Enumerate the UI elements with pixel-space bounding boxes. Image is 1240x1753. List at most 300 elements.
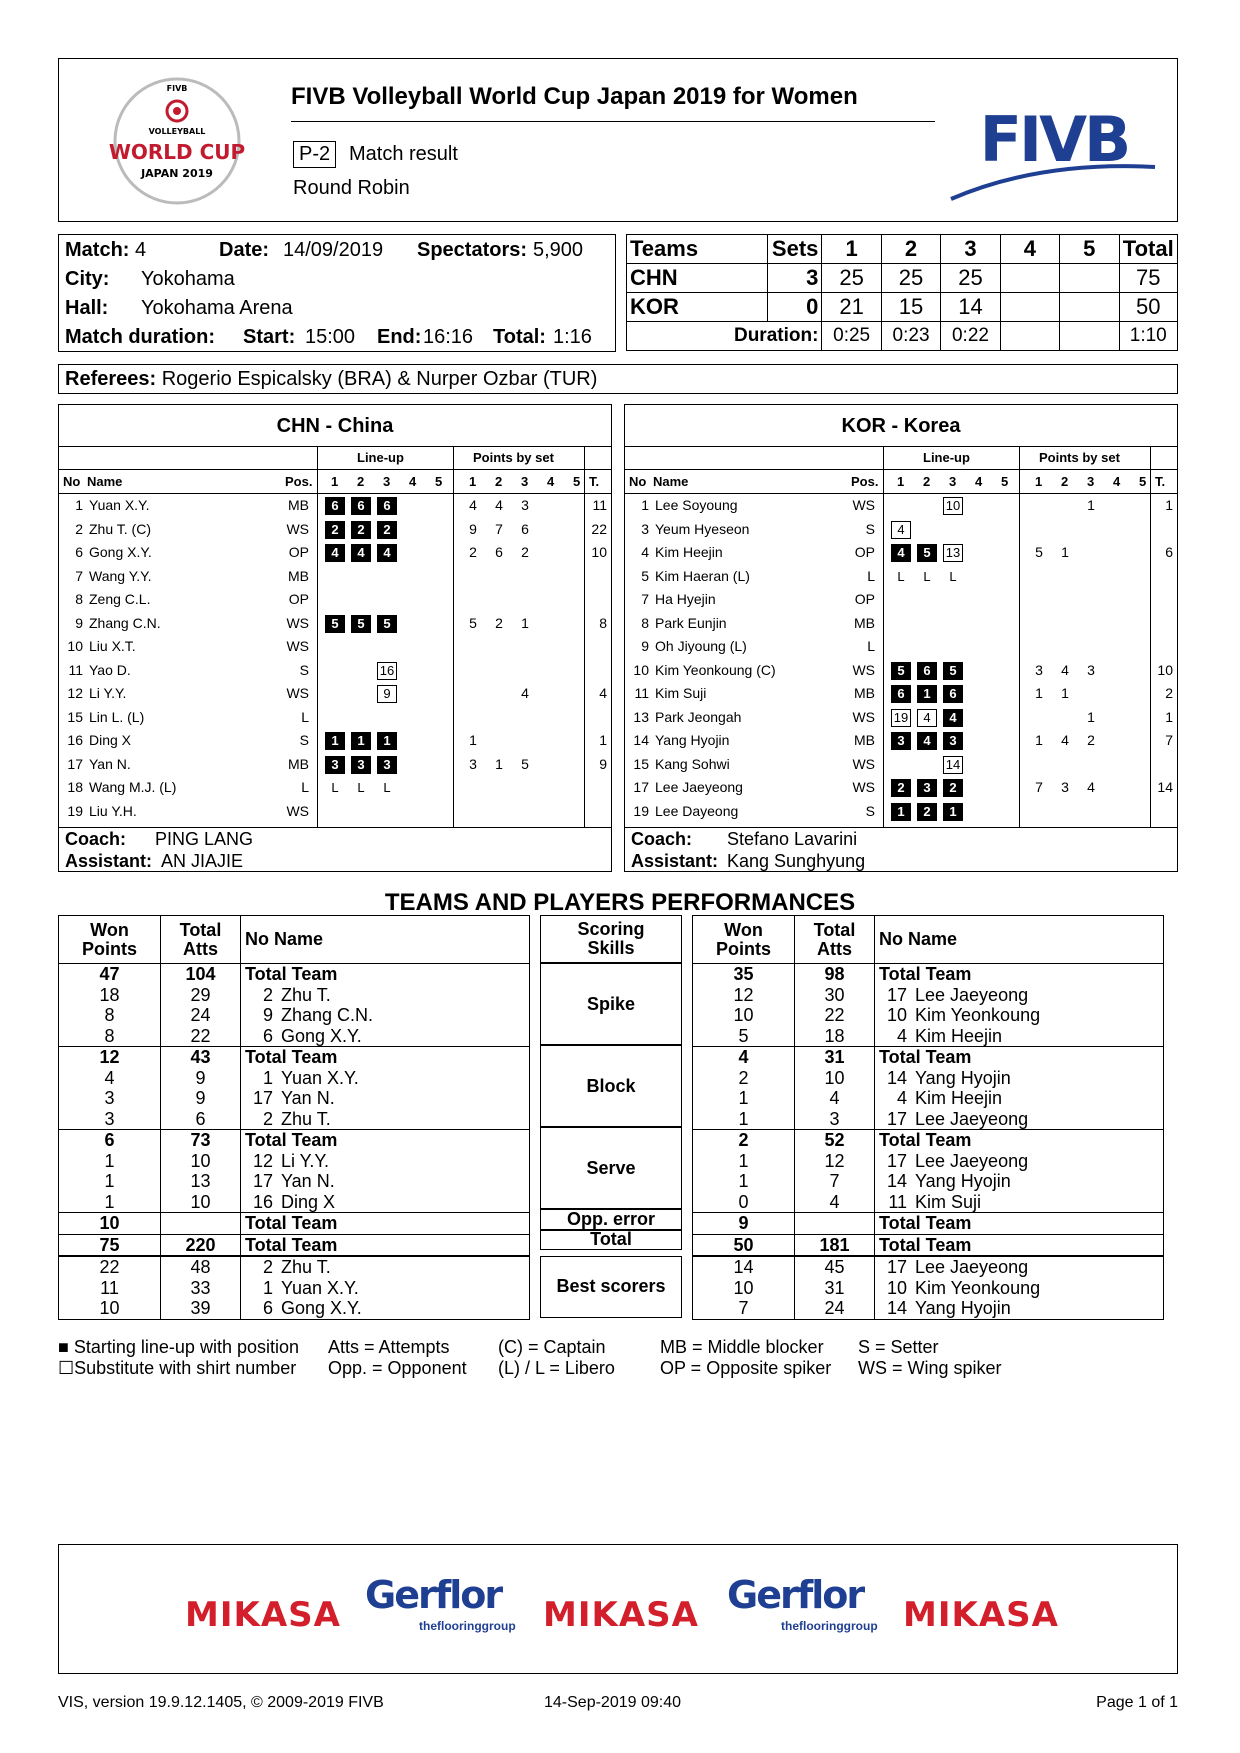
player-position: WS bbox=[852, 708, 875, 725]
player-number: 11 bbox=[68, 661, 83, 678]
player-name: Total Team bbox=[879, 1047, 972, 1067]
result-duration-row: Duration: 0:25 0:23 0:22 1:10 bbox=[627, 322, 1178, 351]
col-points-set: 4 bbox=[1113, 474, 1121, 489]
player-total-points: 1 bbox=[1165, 708, 1173, 725]
coach-divider bbox=[625, 827, 1177, 828]
performance-row bbox=[693, 1005, 1164, 1026]
player-cell bbox=[241, 1151, 530, 1172]
player-cell bbox=[241, 1278, 530, 1299]
performance-row bbox=[693, 1213, 1164, 1235]
player-name: Kim Heejin bbox=[915, 1088, 1003, 1108]
performance-row bbox=[693, 1278, 1164, 1299]
player-position: S bbox=[865, 520, 875, 537]
total-attempts: 10 bbox=[161, 1192, 241, 1213]
player-row bbox=[625, 565, 1177, 589]
player-cell bbox=[875, 1109, 1164, 1130]
col-lineup-set: 5 bbox=[1001, 474, 1009, 489]
set-points: 6 bbox=[495, 544, 503, 560]
col-lineup-set: 2 bbox=[923, 474, 931, 489]
player-cell bbox=[241, 964, 530, 985]
substitute-number: 10 bbox=[943, 497, 963, 515]
player-name: Lin L. (L) bbox=[89, 708, 145, 725]
set-points: 9 bbox=[469, 520, 477, 537]
player-row bbox=[59, 682, 611, 706]
match-info-row-1: Match: 4 Date: 14/09/2019 Spectators: 5,900 bbox=[65, 239, 584, 261]
starting-position: 1 bbox=[917, 685, 937, 703]
player-name: Yuan X.Y. bbox=[281, 1067, 359, 1088]
total-attempts: 31 bbox=[795, 1047, 875, 1068]
starting-position: 6 bbox=[891, 685, 911, 703]
player-row bbox=[59, 518, 611, 542]
player-position: MB bbox=[854, 614, 875, 631]
total-attempts: 181 bbox=[795, 1234, 875, 1256]
roster-column-headers bbox=[625, 470, 1177, 494]
assistant-label: Assistant: bbox=[631, 851, 719, 871]
kor-performance-table bbox=[692, 915, 1164, 1256]
player-position: L bbox=[867, 567, 875, 584]
performance-row bbox=[693, 1257, 1164, 1278]
libero-marker: L bbox=[331, 780, 339, 795]
player-name: Total Team bbox=[245, 1234, 338, 1255]
player-cell bbox=[241, 1234, 530, 1256]
player-name: Zeng C.L. bbox=[89, 591, 151, 607]
player-position: WS bbox=[286, 614, 309, 631]
total-attempts: 48 bbox=[161, 1257, 241, 1278]
player-position: OP bbox=[288, 544, 309, 560]
won-points: 5 bbox=[693, 1026, 795, 1047]
player-row bbox=[59, 800, 611, 824]
player-total-points: 11 bbox=[592, 497, 607, 513]
report-header bbox=[58, 58, 1178, 222]
player-name: Yeum Hyeseon bbox=[655, 520, 750, 537]
won-points: 47 bbox=[59, 964, 161, 985]
player-cell bbox=[875, 1047, 1164, 1068]
total-attempts: 4 bbox=[795, 1088, 875, 1109]
player-number: 6 bbox=[262, 1298, 273, 1318]
won-points: 3 bbox=[59, 1088, 161, 1109]
col-name: Name bbox=[653, 474, 689, 489]
event-title: FIVB Volleyball World Cup Japan 2019 for Women bbox=[291, 83, 858, 110]
coach-name: PING LANG bbox=[155, 829, 254, 849]
svg-text:VOLLEYBALL: VOLLEYBALL bbox=[148, 127, 206, 136]
performance-row bbox=[59, 985, 530, 1006]
starting-position: 1 bbox=[943, 803, 963, 821]
coach-label: Coach: bbox=[631, 829, 693, 849]
total-attempts: 24 bbox=[795, 1298, 875, 1319]
set-points: 2 bbox=[521, 544, 529, 560]
no-name-header: No Name bbox=[241, 916, 530, 964]
player-number: 4 bbox=[896, 1025, 907, 1046]
performance-header-row bbox=[693, 916, 1164, 964]
total-attempts: 4 bbox=[795, 1192, 875, 1213]
legend-item: (C) = Captain bbox=[498, 1337, 606, 1357]
player-row bbox=[59, 588, 611, 612]
player-name: Zhu T. bbox=[281, 1108, 331, 1129]
col-points-set: 2 bbox=[1061, 474, 1069, 489]
starting-position: 6 bbox=[917, 662, 937, 680]
player-name: Total Team bbox=[245, 1047, 338, 1067]
set-points: 5 bbox=[1035, 544, 1043, 560]
player-cell bbox=[875, 1088, 1164, 1109]
col-total: T. bbox=[1155, 474, 1166, 489]
player-position: OP bbox=[288, 591, 309, 607]
performance-row bbox=[59, 1192, 530, 1213]
total-attempts: 220 bbox=[161, 1234, 241, 1256]
starting-position: 6 bbox=[351, 497, 371, 515]
player-name: Kim Suji bbox=[655, 685, 707, 701]
mikasa-logo: MIKASA bbox=[903, 1595, 1059, 1635]
player-number: 6 bbox=[262, 1025, 273, 1046]
substitute-number: 13 bbox=[943, 544, 963, 562]
total-atts-header: Total Atts bbox=[161, 916, 241, 964]
player-name: Park Eunjin bbox=[655, 614, 727, 631]
starting-position: 2 bbox=[351, 521, 371, 539]
player-number: 2 bbox=[262, 984, 273, 1005]
total-attempts: 98 bbox=[795, 964, 875, 985]
title-underline bbox=[291, 121, 935, 122]
player-number: 2 bbox=[262, 1108, 273, 1129]
player-number: 17 bbox=[886, 1108, 907, 1129]
player-name: Total Team bbox=[245, 1130, 338, 1150]
total-attempts: 6 bbox=[161, 1109, 241, 1130]
set-points: 3 bbox=[521, 497, 529, 513]
total-attempts bbox=[161, 1213, 241, 1235]
player-cell bbox=[241, 1171, 530, 1192]
total-attempts: 29 bbox=[161, 985, 241, 1006]
player-row bbox=[625, 729, 1177, 753]
won-points: 1 bbox=[59, 1151, 161, 1172]
col-points-set: 2 bbox=[495, 474, 503, 489]
player-number: 15 bbox=[67, 708, 83, 725]
performance-row bbox=[693, 1192, 1164, 1213]
performance-row bbox=[693, 1026, 1164, 1047]
won-points: 8 bbox=[59, 1005, 161, 1026]
legend-item: Opp. = Opponent bbox=[328, 1358, 467, 1378]
set-points: 4 bbox=[1061, 732, 1069, 748]
world-cup-logo bbox=[107, 75, 247, 205]
won-points-header: Won Points bbox=[693, 916, 795, 964]
performance-row bbox=[693, 985, 1164, 1006]
result-header-row: Teams Sets 1 2 3 4 5 Total bbox=[627, 235, 1178, 264]
won-points: 14 bbox=[693, 1257, 795, 1278]
coach-label: Coach: bbox=[65, 829, 127, 849]
roster-subheader bbox=[625, 447, 1177, 470]
document-type: Match result bbox=[349, 143, 458, 165]
player-position: MB bbox=[288, 497, 309, 513]
won-points: 4 bbox=[59, 1068, 161, 1089]
player-name: Kim Heejin bbox=[915, 1025, 1003, 1046]
skill-label: Block bbox=[540, 1045, 682, 1127]
col-total: T. bbox=[589, 474, 600, 489]
player-name: Kang Sohwi bbox=[655, 755, 730, 772]
performances-title: TEAMS AND PLAYERS PERFORMANCES bbox=[384, 889, 856, 916]
coach-divider bbox=[59, 827, 611, 828]
set-points: 1 bbox=[1087, 497, 1095, 513]
player-name: Kim Yeonkoung bbox=[915, 1277, 1041, 1298]
player-number: 7 bbox=[75, 567, 83, 584]
player-name: Ding X bbox=[89, 732, 132, 748]
player-total-points: 7 bbox=[1165, 732, 1173, 748]
player-name: Total Team bbox=[245, 964, 338, 984]
match-duration: Match duration: Start: 15:00 End: 16:16 Total: 1:16 bbox=[65, 326, 592, 348]
legend-item: S = Setter bbox=[858, 1337, 939, 1357]
player-total-points: 6 bbox=[1165, 544, 1173, 560]
skill-label: Spike bbox=[540, 963, 682, 1045]
col-lineup-set: 1 bbox=[331, 474, 339, 489]
col-lineup-set: 4 bbox=[975, 474, 983, 489]
legend-item: OP = Opposite spiker bbox=[660, 1358, 832, 1378]
player-number: 1 bbox=[641, 497, 649, 513]
performance-row bbox=[59, 1234, 530, 1256]
roster-chn bbox=[58, 404, 612, 872]
player-cell bbox=[241, 1257, 530, 1278]
player-name: Lee Soyoung bbox=[655, 497, 738, 513]
footer-version: VIS, version 19.9.12.1405, © 2009-2019 FIVB bbox=[58, 1694, 384, 1711]
player-row bbox=[59, 612, 611, 636]
player-name: Total Team bbox=[245, 1213, 338, 1233]
assistant-row bbox=[65, 851, 244, 872]
lineup-header: Line-up bbox=[357, 450, 404, 465]
player-name: Yang Hyojin bbox=[915, 1067, 1011, 1088]
performance-row bbox=[59, 1278, 530, 1299]
player-position: WS bbox=[286, 638, 309, 654]
col-lineup-set: 3 bbox=[383, 474, 391, 489]
roster-column-headers bbox=[59, 470, 611, 494]
libero-marker: L bbox=[357, 780, 365, 795]
player-name: Zhang C.N. bbox=[281, 1005, 374, 1025]
substitute-number: 4 bbox=[917, 709, 937, 727]
coach-name: Stefano Lavarini bbox=[727, 829, 858, 849]
starting-position: 3 bbox=[351, 756, 371, 774]
col-lineup-set: 1 bbox=[897, 474, 905, 489]
player-name: Total Team bbox=[879, 1130, 972, 1150]
fivb-logo bbox=[949, 93, 1159, 203]
col-points-set: 5 bbox=[573, 474, 581, 489]
substitute-number: 9 bbox=[377, 685, 397, 703]
won-points: 0 bbox=[693, 1192, 795, 1213]
starting-position: 4 bbox=[377, 544, 397, 562]
col-pos: Pos. bbox=[285, 474, 313, 489]
player-name: Yuan X.Y. bbox=[89, 497, 150, 513]
svg-text:FIVB: FIVB bbox=[979, 103, 1129, 176]
set-points: 2 bbox=[495, 614, 503, 631]
player-row bbox=[625, 706, 1177, 730]
player-number: 18 bbox=[67, 779, 83, 795]
player-name: Yuan X.Y. bbox=[281, 1277, 359, 1298]
roster-team-title: CHN - China bbox=[59, 405, 611, 447]
skill-label: Opp. error bbox=[540, 1209, 682, 1230]
assistant-row bbox=[631, 851, 866, 872]
legend-item: (L) / L = Libero bbox=[498, 1358, 615, 1378]
won-points: 10 bbox=[59, 1298, 161, 1319]
total-attempts: 24 bbox=[161, 1005, 241, 1026]
total-attempts: 43 bbox=[161, 1047, 241, 1068]
player-number: 14 bbox=[886, 1298, 907, 1318]
player-position: WS bbox=[286, 685, 309, 701]
result-table bbox=[626, 234, 1178, 351]
player-cell bbox=[241, 1130, 530, 1151]
player-name: Lee Jaeyeong bbox=[915, 984, 1029, 1005]
player-row bbox=[625, 776, 1177, 800]
col-lineup-set: 5 bbox=[435, 474, 443, 489]
gerflor-logo: Gerflor bbox=[727, 1573, 864, 1617]
set-points: 4 bbox=[1061, 661, 1069, 678]
player-name: Yang Hyojin bbox=[915, 1171, 1011, 1191]
player-cell bbox=[241, 1005, 530, 1026]
assistant-label: Assistant: bbox=[65, 851, 153, 871]
footer-page: Page 1 of 1 bbox=[1096, 1694, 1178, 1711]
player-name: Yao D. bbox=[89, 661, 131, 678]
total-attempts: 104 bbox=[161, 964, 241, 985]
player-cell bbox=[875, 1278, 1164, 1299]
total-attempts: 7 bbox=[795, 1171, 875, 1192]
set-points: 1 bbox=[1087, 708, 1095, 725]
player-cell bbox=[875, 964, 1164, 985]
performance-row bbox=[59, 1068, 530, 1089]
player-position: OP bbox=[854, 544, 875, 560]
player-name: Lee Jaeyeong bbox=[655, 779, 743, 795]
set-points: 1 bbox=[1061, 685, 1069, 701]
player-position: OP bbox=[854, 591, 875, 607]
player-position: L bbox=[867, 638, 875, 654]
starting-position: 2 bbox=[377, 521, 397, 539]
player-number: 4 bbox=[896, 1088, 907, 1108]
player-number: 12 bbox=[252, 1150, 273, 1171]
player-name: Yan N. bbox=[281, 1088, 335, 1108]
player-total-points: 2 bbox=[1165, 685, 1173, 701]
player-name: Yan N. bbox=[281, 1171, 335, 1191]
won-points: 22 bbox=[59, 1257, 161, 1278]
player-name: Li Y.Y. bbox=[281, 1150, 330, 1171]
player-position: MB bbox=[854, 685, 875, 701]
referees-row: Referees: Rogerio Espicalsky (BRA) & Nurper Ozbar (TUR) bbox=[58, 364, 1178, 394]
player-name: Park Jeongah bbox=[655, 708, 742, 725]
set-points: 3 bbox=[1061, 779, 1069, 795]
won-points: 1 bbox=[693, 1171, 795, 1192]
assistant-name: AN JIAJIE bbox=[161, 851, 244, 871]
player-position: MB bbox=[854, 732, 875, 748]
performance-row bbox=[59, 1298, 530, 1319]
roster-team-title: KOR - Korea bbox=[625, 405, 1177, 447]
player-cell bbox=[875, 1257, 1164, 1278]
player-name: Yan N. bbox=[89, 755, 131, 772]
player-number: 4 bbox=[641, 544, 649, 560]
legend-item: MB = Middle blocker bbox=[660, 1337, 824, 1357]
no-name-header: No Name bbox=[875, 916, 1164, 964]
starting-position: 3 bbox=[891, 732, 911, 750]
performance-row bbox=[59, 1151, 530, 1172]
player-name: Ding X bbox=[281, 1191, 336, 1212]
player-number: 9 bbox=[75, 614, 83, 631]
gerflor-logo: Gerflor bbox=[365, 1573, 502, 1617]
player-cell bbox=[875, 1234, 1164, 1256]
won-points: 7 bbox=[693, 1298, 795, 1319]
won-points: 1 bbox=[59, 1171, 161, 1192]
player-number: 8 bbox=[75, 591, 83, 607]
col-name: Name bbox=[87, 474, 123, 489]
col-lineup-set: 4 bbox=[409, 474, 417, 489]
starting-position: 2 bbox=[917, 803, 937, 821]
lineup-header: Line-up bbox=[923, 450, 970, 465]
player-number: 1 bbox=[262, 1277, 273, 1298]
total-attempts: 73 bbox=[161, 1130, 241, 1151]
player-number: 17 bbox=[886, 984, 907, 1005]
player-number: 10 bbox=[886, 1277, 907, 1298]
player-name: Wang M.J. (L) bbox=[89, 779, 177, 795]
player-number: 6 bbox=[75, 544, 83, 560]
performance-row bbox=[693, 1130, 1164, 1151]
player-number: 16 bbox=[67, 732, 83, 748]
player-name: Zhu T. bbox=[281, 984, 331, 1005]
player-row bbox=[625, 494, 1177, 518]
player-name: Liu Y.H. bbox=[89, 802, 137, 819]
player-cell bbox=[241, 1026, 530, 1047]
player-cell bbox=[875, 1192, 1164, 1213]
performance-row bbox=[59, 1088, 530, 1109]
player-row bbox=[625, 635, 1177, 659]
player-position: WS bbox=[852, 755, 875, 772]
player-row bbox=[625, 541, 1177, 565]
starting-position: 3 bbox=[917, 779, 937, 797]
footer-timestamp: 14-Sep-2019 09:40 bbox=[544, 1694, 681, 1711]
performance-row bbox=[693, 1298, 1164, 1319]
player-cell bbox=[241, 985, 530, 1006]
set-points: 4 bbox=[469, 497, 477, 513]
substitute-number: 4 bbox=[891, 521, 911, 539]
total-attempts: 12 bbox=[795, 1151, 875, 1172]
player-name: Total Team bbox=[879, 964, 972, 984]
col-points-set: 5 bbox=[1139, 474, 1147, 489]
player-cell bbox=[875, 1213, 1164, 1235]
starting-position: 4 bbox=[325, 544, 345, 562]
player-number: 7 bbox=[641, 591, 649, 607]
set-points: 1 bbox=[469, 732, 477, 748]
coach-row bbox=[65, 829, 254, 850]
performance-header-row bbox=[59, 916, 530, 964]
player-row bbox=[59, 729, 611, 753]
points-by-set-header: Points by set bbox=[1039, 450, 1120, 465]
performance-row bbox=[59, 1257, 530, 1278]
performance-row bbox=[59, 1130, 530, 1151]
player-cell bbox=[241, 1088, 530, 1109]
player-name: Zhu T. bbox=[281, 1257, 331, 1277]
won-points-header: Won Points bbox=[59, 916, 161, 964]
player-position: MB bbox=[288, 567, 309, 584]
player-number: 17 bbox=[67, 755, 83, 772]
starting-position: 6 bbox=[943, 685, 963, 703]
total-attempts: 10 bbox=[161, 1151, 241, 1172]
player-row bbox=[625, 612, 1177, 636]
legend-item: ☐Substitute with shirt number bbox=[58, 1358, 297, 1378]
total-attempts: 9 bbox=[161, 1088, 241, 1109]
player-number: 9 bbox=[262, 1005, 273, 1025]
total-attempts: 10 bbox=[795, 1068, 875, 1089]
result-row-chn: CHN 3 25 25 25 75 bbox=[627, 264, 1178, 293]
chn-performance-table bbox=[58, 915, 530, 1256]
total-attempts: 18 bbox=[795, 1026, 875, 1047]
match-info bbox=[58, 234, 616, 352]
performance-row bbox=[693, 1171, 1164, 1192]
won-points: 2 bbox=[693, 1130, 795, 1151]
player-number: 14 bbox=[633, 732, 649, 748]
player-number: 17 bbox=[886, 1150, 907, 1171]
won-points: 12 bbox=[59, 1047, 161, 1068]
won-points: 1 bbox=[693, 1088, 795, 1109]
player-cell bbox=[875, 1298, 1164, 1319]
player-row bbox=[59, 659, 611, 683]
player-name: Lee Jaeyeong bbox=[915, 1257, 1029, 1277]
svg-text:FIVB: FIVB bbox=[166, 84, 188, 93]
